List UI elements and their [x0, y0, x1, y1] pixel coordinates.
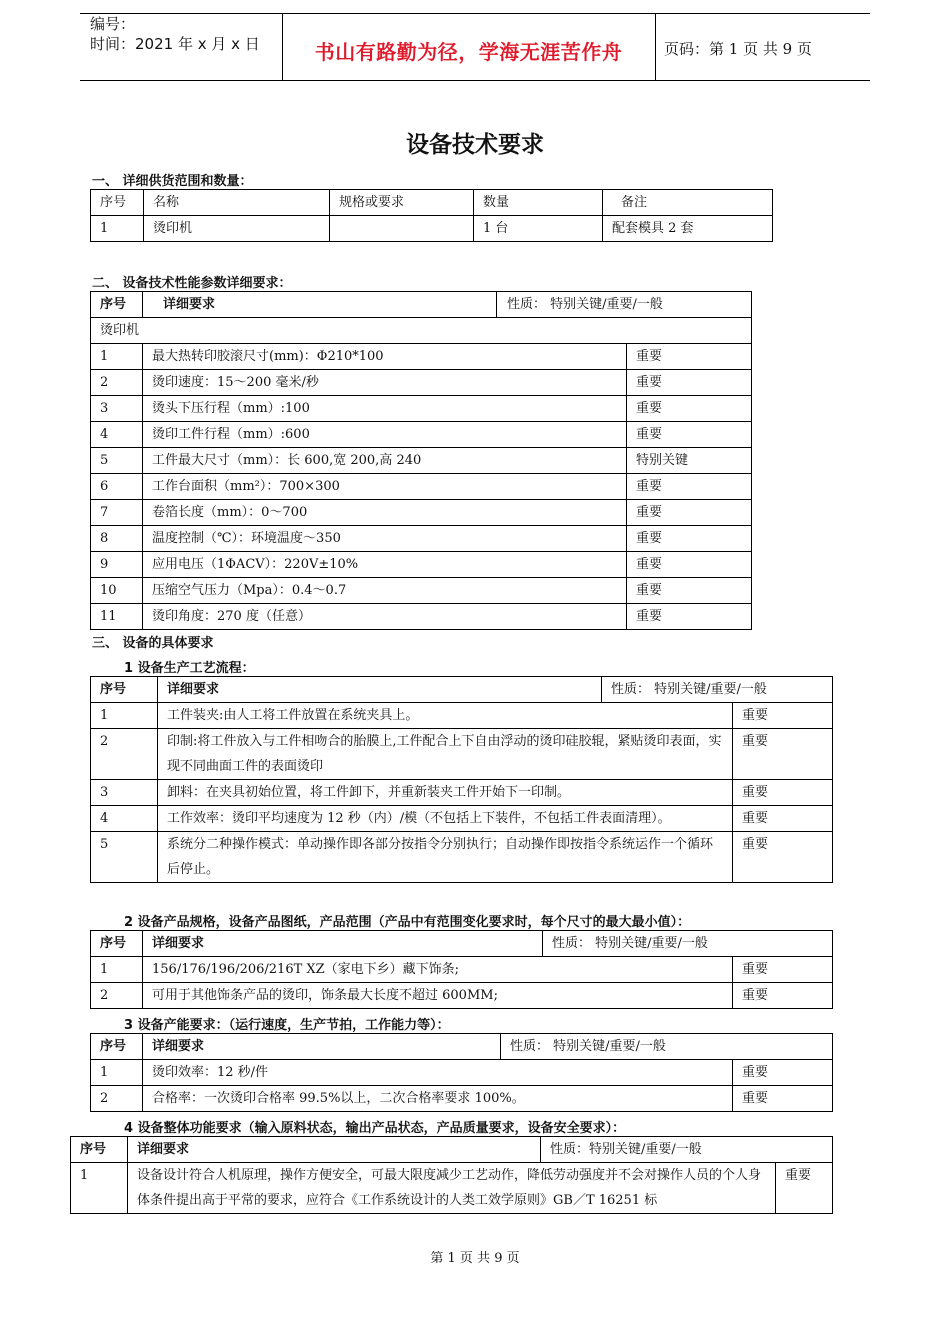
section-1-heading: 一、 详细供货范围和数量：	[92, 174, 253, 189]
table-header-cell: 性质： 特别关键/重要/一般	[497, 292, 752, 318]
table-cell: 合格率：一次烫印合格率 99.5%以上，二次合格率要求 100%。	[143, 1086, 733, 1112]
table-row	[91, 1060, 833, 1086]
table-cell: 3	[91, 396, 143, 422]
table-header-cell: 规格或要求	[330, 190, 474, 216]
table-group-cell: 烫印机	[91, 318, 752, 344]
table-cell: 烫印工件行程（mm）:600	[143, 422, 627, 448]
table-header-cell: 详细要求	[143, 1034, 501, 1060]
table-row	[91, 780, 833, 806]
table-cell: 烫印机	[144, 216, 330, 242]
table-cell: 设备设计符合人机原理，操作方便安全，可最大限度减少工艺动作，降低劳动强度并不会对操作人员的个人身体条件提出高于平常的要求，应符合《工作系统设计的人类工效学原则》GB／T 16251 标	[128, 1163, 776, 1214]
spec-table	[90, 930, 833, 1009]
table-row	[91, 578, 752, 604]
table-header-row	[91, 292, 752, 318]
process-table	[90, 676, 833, 883]
table-cell: 6	[91, 474, 143, 500]
table-cell: 2	[91, 729, 158, 780]
table-row	[91, 729, 833, 780]
table-cell: 系统分二种操作模式：单动操作即各部分按指令分别执行；自动操作即按指令系统运作一个循环后停止。	[158, 832, 733, 883]
function-table	[70, 1136, 833, 1214]
table-header-cell: 性质： 特别关键/重要/一般	[602, 677, 833, 703]
supply-table	[90, 189, 773, 242]
header-motto: 书山有路勤为径，学海无涯苦作舟	[314, 40, 623, 64]
table-cell	[330, 216, 474, 242]
table-cell: 4	[91, 806, 158, 832]
table-cell: 5	[91, 832, 158, 883]
header-divider	[655, 13, 656, 80]
capacity-table	[90, 1033, 833, 1112]
table-cell: 重要	[627, 344, 752, 370]
header-number: 编号：	[90, 15, 136, 33]
table-header-cell: 序号	[71, 1137, 128, 1163]
table-row	[91, 703, 833, 729]
table-cell: 重要	[627, 552, 752, 578]
table-cell: 重要	[627, 422, 752, 448]
page-footer: 第 1 页 共 9 页	[430, 1251, 520, 1266]
table-row	[91, 1086, 833, 1112]
table-cell: 1	[91, 957, 143, 983]
table-cell: 3	[91, 780, 158, 806]
table-header-row	[91, 931, 833, 957]
table-cell: 重要	[733, 780, 833, 806]
table-cell: 工作台面积（mm²）：700×300	[143, 474, 627, 500]
table-cell: 1 台	[474, 216, 603, 242]
table-header-cell: 序号	[91, 677, 158, 703]
table-cell: 温度控制（℃）：环境温度～350	[143, 526, 627, 552]
table-cell: 重要	[733, 806, 833, 832]
table-cell: 9	[91, 552, 143, 578]
table-row	[91, 806, 833, 832]
table-cell: 7	[91, 500, 143, 526]
table-cell: 印制:将工件放入与工件相吻合的胎膜上,工件配合上下自由浮动的烫印硅胶辊，紧贴烫印表面，实现不同曲面工件的表面烫印	[158, 729, 733, 780]
table-cell: 2	[91, 370, 143, 396]
table-cell: 烫印角度：270 度（任意）	[143, 604, 627, 630]
table-cell: 压缩空气压力（Mpa）：0.4～0.7	[143, 578, 627, 604]
table-cell: 5	[91, 448, 143, 474]
table-cell: 工件装夹:由人工将工件放置在系统夹具上。	[158, 703, 733, 729]
table-header-cell: 详细要求	[143, 292, 497, 318]
table-cell: 重要	[627, 396, 752, 422]
section-2-heading: 二、 设备技术性能参数详细要求：	[92, 276, 292, 291]
table-header-cell: 数量	[474, 190, 603, 216]
header-rule-bottom	[80, 80, 870, 81]
table-cell: 烫印速度：15～200 毫米/秒	[143, 370, 627, 396]
subsection-4-heading: 4 设备整体功能要求（输入原料状态，输出产品状态，产品质量要求，设备安全要求）：	[124, 1121, 626, 1136]
table-cell: 重要	[627, 474, 752, 500]
table-cell: 2	[91, 983, 143, 1009]
table-header-row	[91, 677, 833, 703]
table-header-cell: 详细要求	[158, 677, 602, 703]
table-group-row	[91, 318, 752, 344]
table-cell: 重要	[733, 729, 833, 780]
table-row	[91, 526, 752, 552]
table-cell: 1	[91, 216, 144, 242]
table-header-cell: 详细要求	[143, 931, 543, 957]
header-page: 页码：第 1 页 共 9 页	[664, 40, 812, 58]
table-row	[91, 474, 752, 500]
table-header-cell: 序号	[91, 190, 144, 216]
section-3-heading: 三、 设备的具体要求	[92, 636, 214, 651]
table-row	[91, 500, 752, 526]
table-cell: 156/176/196/206/216T XZ（家电下乡）藏下饰条;	[143, 957, 733, 983]
table-cell: 工作效率：烫印平均速度为 12 秒（内）/模（不包括上下装件，不包括工件表面清理）。	[158, 806, 733, 832]
table-cell: 重要	[627, 526, 752, 552]
table-cell: 1	[71, 1163, 128, 1214]
header-meta	[90, 14, 260, 54]
table-cell: 工件最大尺寸（mm）：长 600,宽 200,高 240	[143, 448, 627, 474]
table-header-cell: 详细要求	[128, 1137, 541, 1163]
table-header-row	[71, 1137, 833, 1163]
table-header-cell: 性质： 特别关键/重要/一般	[501, 1034, 833, 1060]
table-cell: 最大热转印胶滚尺寸(mm)：Φ210*100	[143, 344, 627, 370]
table-cell: 1	[91, 1060, 143, 1086]
subsection-2-heading: 2 设备产品规格，设备产品图纸，产品范围（产品中有范围变化要求时，每个尺寸的最大最小值）：	[124, 915, 691, 930]
table-header-row	[91, 190, 773, 216]
parameter-table	[90, 291, 752, 630]
table-row	[91, 422, 752, 448]
table-cell: 卷箔长度（mm）：0～700	[143, 500, 627, 526]
table-cell: 重要	[733, 983, 833, 1009]
table-cell: 烫印效率：12 秒/件	[143, 1060, 733, 1086]
header-date: 时间：2021 年 x 月 x 日	[90, 35, 260, 53]
table-header-cell: 名称	[144, 190, 330, 216]
table-row	[91, 370, 752, 396]
table-cell: 重要	[627, 604, 752, 630]
table-cell: 可用于其他饰条产品的烫印，饰条最大长度不超过 600MM;	[143, 983, 733, 1009]
table-cell: 2	[91, 1086, 143, 1112]
table-cell: 重要	[776, 1163, 833, 1214]
table-cell: 4	[91, 422, 143, 448]
table-cell: 卸料：在夹具初始位置，将工件卸下，并重新装夹工件开始下一印制。	[158, 780, 733, 806]
table-cell: 特别关键	[627, 448, 752, 474]
subsection-3-heading: 3 设备产能要求：（运行速度，生产节拍，工作能力等）：	[124, 1018, 450, 1033]
table-row	[91, 216, 773, 242]
table-cell: 11	[91, 604, 143, 630]
subsection-1-heading: 1 设备生产工艺流程：	[124, 661, 255, 676]
table-cell: 烫头下压行程（mm）:100	[143, 396, 627, 422]
table-row	[91, 448, 752, 474]
table-row	[91, 552, 752, 578]
table-row	[91, 832, 833, 883]
table-header-cell: 性质：特别关键/重要/一般	[541, 1137, 833, 1163]
table-cell: 1	[91, 344, 143, 370]
table-row	[91, 983, 833, 1009]
table-cell: 重要	[627, 370, 752, 396]
table-cell: 重要	[733, 957, 833, 983]
table-header-cell: 序号	[91, 292, 143, 318]
table-cell: 10	[91, 578, 143, 604]
table-cell: 重要	[733, 1060, 833, 1086]
document-title: 设备技术要求	[406, 132, 544, 158]
table-cell: 配套模具 2 套	[603, 216, 773, 242]
table-cell: 8	[91, 526, 143, 552]
table-cell: 重要	[627, 500, 752, 526]
table-row	[71, 1163, 833, 1214]
table-row	[91, 604, 752, 630]
table-cell: 重要	[627, 578, 752, 604]
table-row	[91, 344, 752, 370]
table-header-cell: 序号	[91, 1034, 143, 1060]
table-cell: 1	[91, 703, 158, 729]
table-row	[91, 957, 833, 983]
table-header-cell: 性质： 特别关键/重要/一般	[543, 931, 833, 957]
table-header-row	[91, 1034, 833, 1060]
table-header-cell: 序号	[91, 931, 143, 957]
table-header-cell: 备注	[603, 190, 773, 216]
table-row	[91, 396, 752, 422]
table-cell: 应用电压（1ΦACV）：220V±10%	[143, 552, 627, 578]
table-cell: 重要	[733, 832, 833, 883]
table-cell: 重要	[733, 1086, 833, 1112]
table-cell: 重要	[733, 703, 833, 729]
